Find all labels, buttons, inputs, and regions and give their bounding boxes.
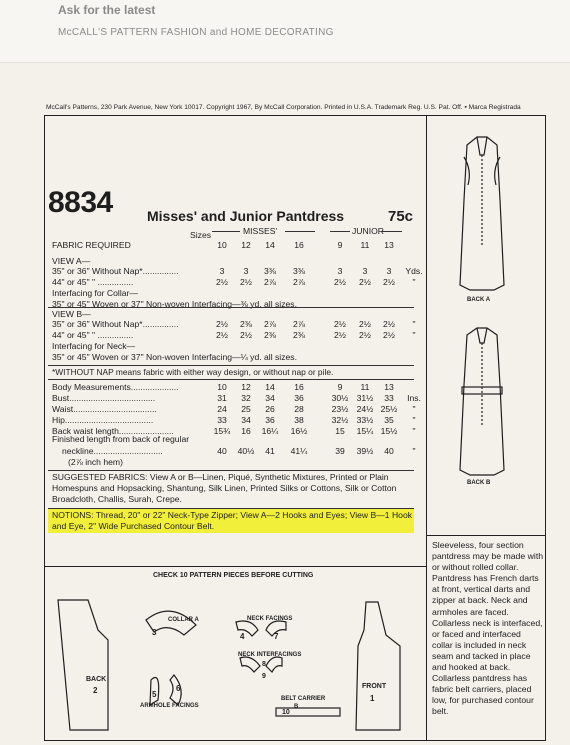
size-12: 12 xyxy=(241,240,251,250)
piece-8-number: 8 xyxy=(262,661,266,668)
junior-label: JUNIOR xyxy=(352,226,384,236)
view_b-row-label: 35" or 36" Without Nap*............... xyxy=(52,319,179,329)
pattern-number: 8834 xyxy=(48,186,113,219)
view_b-value: 2⅞ xyxy=(264,319,276,329)
collar-label: COLLAR A xyxy=(168,617,199,623)
measurement-value: 33 xyxy=(217,415,227,425)
neck-facings-label: NECK FACINGS xyxy=(247,616,293,622)
view_b-row-label: 44" or 45" " ............... xyxy=(52,330,134,340)
neck-interfacing-piece-2 xyxy=(266,657,282,672)
armhole-facings-label: ARMHOLE FACINGS xyxy=(140,703,199,709)
measurement-value: 15½ xyxy=(380,426,398,436)
pattern-title: Misses' and Junior Pantdress xyxy=(147,208,345,224)
misses-label: MISSES' xyxy=(243,226,278,236)
measurement-value: 12 xyxy=(241,382,251,392)
view_b-value: 2½ xyxy=(383,330,395,340)
view_a-unit: " xyxy=(412,277,416,287)
ask-text: Ask for the latest xyxy=(58,3,156,17)
view_b-value: 2½ xyxy=(216,319,228,329)
size-11: 11 xyxy=(360,240,370,250)
view_b-value: 2⅜ xyxy=(293,330,305,340)
finished-value: 41 xyxy=(265,446,275,456)
measurement-value: 36 xyxy=(294,393,304,403)
measurement-value: 13 xyxy=(384,382,394,392)
view_a-value: 2⅞ xyxy=(293,277,305,287)
finished-label-1: Finished length from back of regular xyxy=(52,434,190,444)
view_a-value: 2½ xyxy=(334,277,346,287)
size-10: 10 xyxy=(217,240,227,250)
view_a-value: 2½ xyxy=(359,277,371,287)
view_b-unit: " xyxy=(412,330,416,340)
back-views-drawing xyxy=(432,125,542,525)
measurement-value: 36 xyxy=(265,415,275,425)
collar-number: 3 xyxy=(152,628,157,637)
view_b-value: 2⅜ xyxy=(240,319,252,329)
measurement-value: 31 xyxy=(217,393,227,403)
view-b-rule xyxy=(48,307,414,308)
measurement-value: 24½ xyxy=(356,404,374,414)
measurement-unit: " xyxy=(412,404,416,414)
measurement-label: Waist................................... xyxy=(52,404,157,414)
measurement-unit: " xyxy=(412,426,416,436)
piece-7-number: 7 xyxy=(274,632,279,641)
right-divider xyxy=(426,535,546,536)
size-14: 14 xyxy=(265,240,275,250)
back-piece-number: 2 xyxy=(93,686,98,695)
measurement-value: 16¼ xyxy=(261,426,279,436)
measurement-value: 15¼ xyxy=(356,426,374,436)
size-9: 9 xyxy=(337,240,343,250)
nap-note: *WITHOUT NAP means fabric with either way design, or without nap or pile. xyxy=(52,367,334,377)
description-text: Sleeveless, four section pantdress may be made with or without rolled collar. Pantdress has French darts at front, vertical darts and zipper at back. Neck and armholes are faced. Collarless neck is interfaced, or faced and interfaced collar is included in neck seam and tacked in place and hooked at back. Collarless pantdress has fabric belt carriers, placed low, for purchased contour belt. xyxy=(432,540,544,717)
measurement-value: 24 xyxy=(217,404,227,414)
measurement-value: 32½ xyxy=(331,415,349,425)
view-b-label: VIEW B— xyxy=(52,309,91,319)
junior-rule-right xyxy=(382,231,402,232)
back-b-label: BACK B xyxy=(467,480,491,486)
measurement-value: 25½ xyxy=(380,404,398,414)
measurement-value: 14 xyxy=(265,382,275,392)
view_b-value: 2½ xyxy=(383,319,395,329)
view_a-row-label: Interfacing for Collar— xyxy=(52,288,138,298)
view_a-value: 3⅜ xyxy=(293,266,305,276)
front-piece-label: FRONT xyxy=(362,683,387,690)
view_a-value: 2½ xyxy=(383,277,395,287)
series-text: McCALL'S PATTERN FASHION and HOME DECORATING xyxy=(58,27,334,38)
front-piece xyxy=(356,602,400,730)
view_b-value: 2½ xyxy=(240,330,252,340)
view_a-value: 3 xyxy=(386,266,392,276)
finished-value: 41¼ xyxy=(290,446,308,456)
back-b-drawing xyxy=(460,328,504,475)
measurement-value: 30½ xyxy=(331,393,349,403)
piece-10-number: 10 xyxy=(282,709,290,716)
measurement-label: Hip..................................... xyxy=(52,415,154,425)
view_b-row-label: 35" or 45" Woven or 37" Non-woven Interfacing—¼ yd. all sizes. xyxy=(52,352,297,362)
measurement-value: 38 xyxy=(294,415,304,425)
neck-interfacing-piece xyxy=(240,657,260,672)
measurement-value: 16 xyxy=(241,426,251,436)
back-piece-label: BACK xyxy=(86,676,107,683)
back-a-label: BACK A xyxy=(467,297,491,303)
measurement-value: 11 xyxy=(360,382,370,392)
junior-rule-left xyxy=(330,231,350,232)
fabrics-rule xyxy=(48,470,414,471)
measurement-value: 16 xyxy=(294,382,304,392)
measurement-value: 26 xyxy=(265,404,275,414)
measurement-value: 25 xyxy=(241,404,251,414)
view_b-value: 2½ xyxy=(334,319,346,329)
neck-interfacings-label: NECK INTERFACINGS xyxy=(238,652,302,658)
finished-unit: " xyxy=(412,446,416,456)
fabric-required-label: FABRIC REQUIRED xyxy=(52,240,131,250)
size-13: 13 xyxy=(384,240,394,250)
check-pieces-title: CHECK 10 PATTERN PIECES BEFORE CUTTING xyxy=(153,572,314,579)
view_b-row-label: Interfacing for Neck— xyxy=(52,341,136,351)
pattern-pieces-drawing xyxy=(46,580,426,740)
measure-rule xyxy=(48,379,414,380)
finished-label-2: neckline............................. xyxy=(62,446,163,456)
view_a-value: 3⅜ xyxy=(264,266,276,276)
view_a-value: 3 xyxy=(219,266,225,276)
finished-label-3: (2⅞ inch hem) xyxy=(68,457,123,467)
measurement-value: 15¾ xyxy=(213,426,231,436)
finished-value: 39 xyxy=(335,446,345,456)
measurement-unit: " xyxy=(412,415,416,425)
view_b-value: 2½ xyxy=(334,330,346,340)
view_a-value: 2½ xyxy=(216,277,228,287)
view_a-value: 3 xyxy=(337,266,343,276)
piece-9-number: 9 xyxy=(262,673,266,680)
view_a-value: 2½ xyxy=(240,277,252,287)
measurement-label: Back waist length....................... xyxy=(52,426,174,436)
misses-rule-left xyxy=(212,231,240,232)
measurement-value: 16½ xyxy=(290,426,308,436)
view_a-value: 3 xyxy=(243,266,249,276)
view_a-row-label: 44" or 45" " ............... xyxy=(52,277,134,287)
view_a-value: 2⅞ xyxy=(264,277,276,287)
section-divider xyxy=(44,566,427,567)
measurement-value: 33 xyxy=(384,393,394,403)
finished-value: 39½ xyxy=(356,446,374,456)
finished-value: 40 xyxy=(217,446,227,456)
finished-value: 40 xyxy=(384,446,394,456)
piece-6-number: 6 xyxy=(176,684,181,693)
view_a-value: 3 xyxy=(362,266,368,276)
view_a-row-label: 35" or 45" Woven or 37" Non-woven Interfacing—⅜ yd. all sizes. xyxy=(52,299,297,309)
misses-rule-right xyxy=(285,231,315,232)
front-piece-number: 1 xyxy=(370,694,375,703)
finished-value: 40½ xyxy=(237,446,255,456)
view-a-label: VIEW A— xyxy=(52,256,91,266)
copyright-line: McCall's Patterns, 230 Park Avenue, New York 10017. Copyright 1967, By McCall Corporation. Printed in U.S.A. Trademark Reg. U.S. Pat. Off. ▪ Marca Registrada xyxy=(46,104,521,111)
view_b-value: 2½ xyxy=(216,330,228,340)
measurement-label: Bust.................................... xyxy=(52,393,156,403)
pattern-price: 75c xyxy=(388,208,414,225)
suggested-fabrics: SUGGESTED FABRICS: View A or B—Linen, Piqué, Synthetic Mixtures, Printed or Plain Homespuns and Hopsacking, Shantung, Silk Linen, Printed Silks or Cottons, Silk or Cotton Broadcloth, Challis, Surah, Crepe. xyxy=(52,472,397,504)
measurement-value: 33½ xyxy=(356,415,374,425)
back-a-drawing xyxy=(460,137,504,290)
piece-4-number: 4 xyxy=(240,632,245,641)
belt-carrier-view: B xyxy=(294,704,299,710)
measurement-value: 28 xyxy=(294,404,304,414)
measurement-value: 31½ xyxy=(356,393,374,403)
measurement-value: 9 xyxy=(337,382,343,392)
view_b-value: 2⅞ xyxy=(293,319,305,329)
view_a-unit: Yds. xyxy=(405,266,423,276)
view_b-unit: " xyxy=(412,319,416,329)
measurement-value: 34 xyxy=(265,393,275,403)
view_b-value: 2½ xyxy=(359,319,371,329)
measurement-value: 15 xyxy=(335,426,345,436)
measurement-value: 35 xyxy=(384,415,394,425)
measurement-value: 34 xyxy=(241,415,251,425)
notions-text: NOTIONS: Thread, 20" or 22" Neck-Type Zipper; View A—2 Hooks and Eyes; View B—1 Hook and Eye, 2" Wide Purchased Contour Belt. xyxy=(52,510,413,531)
view_b-value: 2⅜ xyxy=(264,330,276,340)
measurement-value: 10 xyxy=(217,382,227,392)
belt-carrier-label: BELT CARRIER xyxy=(281,696,326,702)
nap-rule xyxy=(48,365,414,366)
measurement-value: 32 xyxy=(241,393,251,403)
measurement-value: 23½ xyxy=(331,404,349,414)
back-piece xyxy=(58,600,108,730)
view_a-row-label: 35" or 36" Without Nap*............... xyxy=(52,266,179,276)
view_b-value: 2½ xyxy=(359,330,371,340)
sizes-label: Sizes xyxy=(190,230,212,240)
size-16: 16 xyxy=(294,240,304,250)
piece-5-number: 5 xyxy=(152,690,157,699)
measurement-label: Body Measurements.................... xyxy=(52,382,179,392)
measurement-unit: Ins. xyxy=(407,393,421,403)
